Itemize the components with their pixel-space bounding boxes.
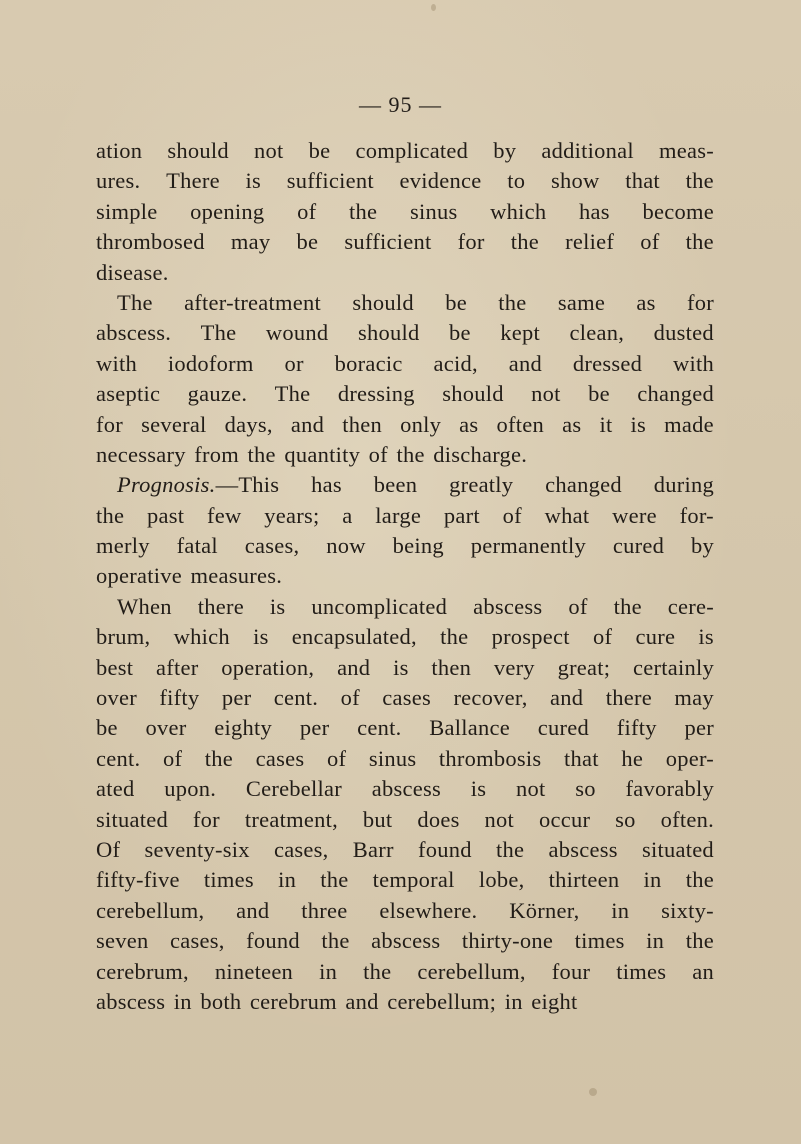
- word: now: [326, 533, 366, 559]
- word: for: [457, 229, 485, 255]
- word: aseptic: [96, 381, 161, 407]
- word: per: [299, 715, 330, 741]
- text-line: [96, 166, 714, 196]
- word: by: [690, 533, 714, 559]
- paper-speck: [431, 4, 436, 11]
- word: times: [203, 867, 254, 893]
- word: thirteen: [548, 867, 620, 893]
- word: favorably: [625, 776, 714, 802]
- word: after: [156, 654, 199, 680]
- word: ation: [96, 138, 143, 163]
- word: times: [574, 928, 625, 954]
- word: as: [459, 411, 479, 437]
- word: encapsulated,: [291, 624, 417, 650]
- text-line: [96, 531, 714, 561]
- word: be: [448, 320, 471, 346]
- word: has: [311, 472, 342, 498]
- word: merly: [96, 533, 150, 559]
- word: per: [221, 685, 252, 711]
- word: per: [684, 715, 714, 741]
- word: necessary: [96, 441, 186, 467]
- text-line: [96, 197, 714, 227]
- word: should: [442, 381, 504, 407]
- word: in: [173, 988, 192, 1014]
- word: the: [321, 928, 350, 954]
- word: show: [550, 168, 600, 194]
- word: great;: [557, 654, 611, 680]
- word: simple: [96, 198, 158, 224]
- word: a: [342, 502, 353, 528]
- word: sixty-: [661, 897, 714, 923]
- word: with: [96, 350, 138, 376]
- word: fifty: [159, 685, 200, 711]
- word: cerebellum,: [417, 958, 526, 984]
- word: of: [368, 441, 388, 467]
- text-line: [96, 896, 714, 926]
- word: for: [192, 806, 220, 832]
- word: in: [611, 897, 630, 923]
- word: Körner,: [509, 897, 580, 923]
- word: in: [319, 958, 338, 984]
- word: The: [200, 320, 237, 346]
- text-line: [96, 561, 714, 591]
- word: for: [96, 411, 123, 437]
- word: times: [616, 958, 667, 984]
- word: cere-: [667, 593, 714, 619]
- word: temporal: [372, 867, 455, 893]
- word: the: [613, 593, 642, 619]
- word: iodoform: [167, 350, 254, 376]
- word: cent.: [96, 745, 141, 771]
- word: in: [278, 867, 297, 893]
- text-line: [96, 865, 714, 895]
- word: by: [493, 138, 517, 163]
- word: be: [588, 381, 610, 407]
- word: the: [363, 958, 392, 984]
- word: does: [417, 806, 460, 832]
- text-line: [96, 440, 714, 470]
- word: so: [615, 806, 636, 832]
- word: found: [418, 836, 472, 862]
- word: sinus: [409, 198, 458, 224]
- word: days,: [224, 411, 273, 437]
- word: be: [96, 715, 118, 741]
- text-line: [96, 653, 714, 683]
- word: to: [507, 168, 526, 194]
- word: for-: [679, 502, 714, 528]
- word: several: [141, 411, 207, 437]
- text-line: [96, 805, 714, 835]
- word: operation,: [221, 654, 315, 680]
- word: should: [352, 289, 414, 315]
- word: The: [274, 381, 311, 407]
- word: dressing: [337, 381, 415, 407]
- word: from: [194, 441, 239, 467]
- word: eighty: [214, 715, 273, 741]
- text-line: [96, 926, 714, 956]
- word: past: [147, 502, 185, 528]
- text-line: [96, 713, 714, 743]
- word: operative: [96, 563, 182, 589]
- word: and: [508, 350, 542, 376]
- word: part: [443, 502, 480, 528]
- word: the: [96, 502, 125, 528]
- word: The: [117, 289, 153, 315]
- word: often.: [660, 806, 714, 832]
- word: There: [166, 168, 220, 194]
- word: then: [431, 654, 472, 680]
- word: years;: [264, 502, 320, 528]
- text-line: [96, 288, 714, 318]
- word: cured: [612, 533, 665, 559]
- word: it: [599, 411, 613, 437]
- word: that: [564, 745, 599, 771]
- word: in: [504, 988, 523, 1014]
- text-line: [96, 683, 714, 713]
- word: three: [301, 897, 348, 923]
- word: fatal: [176, 533, 218, 559]
- word: or: [284, 350, 304, 376]
- word: an: [692, 958, 714, 984]
- word: complicated: [355, 138, 469, 163]
- word: treatment,: [244, 806, 338, 832]
- word: is: [470, 776, 487, 802]
- text-line: [96, 379, 714, 409]
- word: be: [296, 229, 319, 255]
- word: four: [551, 958, 591, 984]
- text-line: [96, 744, 714, 774]
- word: best: [96, 654, 134, 680]
- word: evidence: [399, 168, 482, 194]
- word: may: [230, 229, 271, 255]
- word: the: [349, 198, 378, 224]
- word: which: [490, 198, 547, 224]
- word: made: [664, 411, 714, 437]
- body-text: [96, 136, 714, 1017]
- word: should: [357, 320, 420, 346]
- word: certainly: [633, 654, 714, 680]
- text-line: [96, 318, 714, 348]
- word: over: [96, 685, 137, 711]
- word: not: [253, 138, 284, 163]
- word: abscess: [96, 988, 166, 1014]
- word: what: [544, 502, 590, 528]
- word: kept: [500, 320, 541, 346]
- word: abscess: [371, 776, 441, 802]
- word: ures.: [96, 168, 141, 194]
- word: he: [621, 745, 644, 771]
- word: with: [672, 350, 714, 376]
- word: changed: [637, 381, 714, 407]
- word: gauze.: [187, 381, 248, 407]
- word: of: [568, 593, 588, 619]
- word: dressed: [572, 350, 643, 376]
- word: Ballance: [429, 715, 510, 741]
- word: of: [340, 685, 360, 711]
- word: thrombosed: [96, 229, 205, 255]
- text-line: [96, 410, 714, 440]
- word: be: [445, 289, 467, 315]
- word: opening: [190, 198, 265, 224]
- word: for: [687, 289, 714, 315]
- word: were: [612, 502, 657, 528]
- text-line: [96, 227, 714, 257]
- word: additional: [541, 138, 634, 163]
- word: found: [246, 928, 300, 954]
- word: fifty: [616, 715, 657, 741]
- text-line: [96, 258, 714, 288]
- word: abscess.: [96, 320, 172, 346]
- word: so: [575, 776, 596, 802]
- word: is: [630, 411, 647, 437]
- text-line: [96, 470, 714, 500]
- word: of: [326, 745, 347, 771]
- word: is: [245, 168, 262, 194]
- word: fifty-five: [96, 867, 180, 893]
- word: elsewhere.: [379, 897, 478, 923]
- word: the: [685, 867, 714, 893]
- text-line: [96, 349, 714, 379]
- word: cent.: [357, 715, 402, 741]
- word: during: [653, 472, 714, 498]
- word: Of: [96, 836, 121, 862]
- word: and: [337, 654, 371, 680]
- word: the: [685, 229, 714, 255]
- word: measures.: [190, 563, 283, 589]
- word: quantity: [284, 441, 361, 467]
- word: sufficient: [286, 168, 374, 194]
- word: and: [345, 988, 379, 1014]
- text-line: [96, 957, 714, 987]
- word: is: [253, 624, 269, 650]
- word: is: [393, 654, 409, 680]
- word: as: [562, 411, 582, 437]
- word: ated: [96, 776, 135, 802]
- word: recover,: [453, 685, 528, 711]
- paper-speck: [589, 1088, 597, 1096]
- text-line: [96, 774, 714, 804]
- word: become: [642, 198, 714, 224]
- word: uncomplicated: [311, 593, 448, 619]
- word: that: [625, 168, 660, 194]
- word: cases,: [170, 928, 225, 954]
- word: brum,: [96, 624, 151, 650]
- word: upon.: [164, 776, 217, 802]
- word: often: [496, 411, 544, 437]
- word: very: [493, 654, 535, 680]
- word: cure: [635, 624, 676, 650]
- word: abscess: [548, 836, 618, 862]
- word: should: [167, 138, 229, 163]
- word: is: [698, 624, 714, 650]
- word: changed: [545, 472, 622, 498]
- word: prospect: [491, 624, 570, 650]
- word: not: [531, 381, 561, 407]
- word: cerebellum;: [387, 988, 497, 1014]
- word: which: [173, 624, 230, 650]
- word: the: [204, 745, 234, 771]
- word: in: [646, 928, 665, 954]
- word: and: [550, 685, 584, 711]
- word: as: [636, 289, 656, 315]
- word: of: [593, 624, 613, 650]
- word: the: [247, 441, 276, 467]
- word: the: [510, 229, 540, 255]
- word: there: [197, 593, 244, 619]
- word: cases: [382, 685, 431, 711]
- word: thirty-one: [461, 928, 554, 954]
- word: oper-: [665, 745, 714, 771]
- word: after-treatment: [184, 289, 322, 315]
- word: permanently: [470, 533, 586, 559]
- word: cent.: [273, 685, 319, 711]
- word: of: [502, 502, 522, 528]
- text-line: [96, 835, 714, 865]
- word: situated: [641, 836, 714, 862]
- word: abscess: [473, 593, 543, 619]
- word: disease.: [96, 259, 169, 285]
- text-line: [96, 987, 714, 1017]
- word: occur: [538, 806, 591, 832]
- word: cases: [255, 745, 305, 771]
- word: Barr: [352, 836, 394, 862]
- word: cured: [537, 715, 589, 741]
- word: meas-: [658, 138, 714, 163]
- word: greatly: [449, 472, 514, 498]
- word: lobe,: [478, 867, 525, 893]
- word: only: [400, 411, 442, 437]
- word: sufficient: [344, 229, 432, 255]
- word: cases,: [273, 836, 329, 862]
- italic-heading: Prognosis.: [117, 472, 216, 498]
- word: be: [308, 138, 331, 163]
- word: cases,: [244, 533, 300, 559]
- word: discharge.: [433, 441, 528, 467]
- word: eight: [531, 988, 578, 1014]
- word: in: [643, 867, 662, 893]
- word: and: [290, 411, 325, 437]
- word: Cerebellar: [245, 776, 343, 802]
- word: situated: [96, 806, 168, 832]
- word: being: [392, 533, 444, 559]
- word: the: [496, 836, 525, 862]
- word: not: [484, 806, 515, 832]
- word: the: [440, 624, 469, 650]
- word: the: [685, 168, 714, 194]
- word: but: [362, 806, 393, 832]
- word: has: [579, 198, 610, 224]
- word: the: [320, 867, 349, 893]
- word: and: [236, 897, 270, 923]
- word: same: [557, 289, 606, 315]
- word: thrombosis: [438, 745, 542, 771]
- word: cerebrum,: [96, 958, 189, 984]
- word: clean,: [569, 320, 625, 346]
- text-line: [96, 592, 714, 622]
- word: been: [373, 472, 418, 498]
- page-number: — 95 —: [359, 92, 442, 117]
- word: sinus: [368, 745, 417, 771]
- text-line: [96, 501, 714, 531]
- word: not: [515, 776, 546, 802]
- word: cerebellum,: [96, 897, 205, 923]
- word: then: [342, 411, 382, 437]
- word: Prognosis.—This: [117, 472, 280, 498]
- word: acid,: [433, 350, 478, 376]
- text-line: [96, 622, 714, 652]
- word: both: [200, 988, 242, 1014]
- word: the: [396, 441, 425, 467]
- word: of: [162, 745, 183, 771]
- word: nineteen: [214, 958, 294, 984]
- word: over: [145, 715, 187, 741]
- word: dusted: [653, 320, 714, 346]
- word: large: [375, 502, 422, 528]
- word: wound: [265, 320, 329, 346]
- word: seventy-six: [144, 836, 250, 862]
- text-line: [96, 136, 714, 166]
- word: the: [685, 928, 714, 954]
- word: there: [605, 685, 652, 711]
- word: of: [297, 198, 317, 224]
- word: may: [674, 685, 714, 711]
- word: boracic: [334, 350, 403, 376]
- word: seven: [96, 928, 149, 954]
- word: abscess: [371, 928, 441, 954]
- word: When: [117, 593, 172, 619]
- word: of: [640, 229, 660, 255]
- word: few: [207, 502, 242, 528]
- word: the: [498, 289, 527, 315]
- word: relief: [565, 229, 615, 255]
- word: is: [269, 593, 286, 619]
- word: cerebrum: [249, 988, 337, 1014]
